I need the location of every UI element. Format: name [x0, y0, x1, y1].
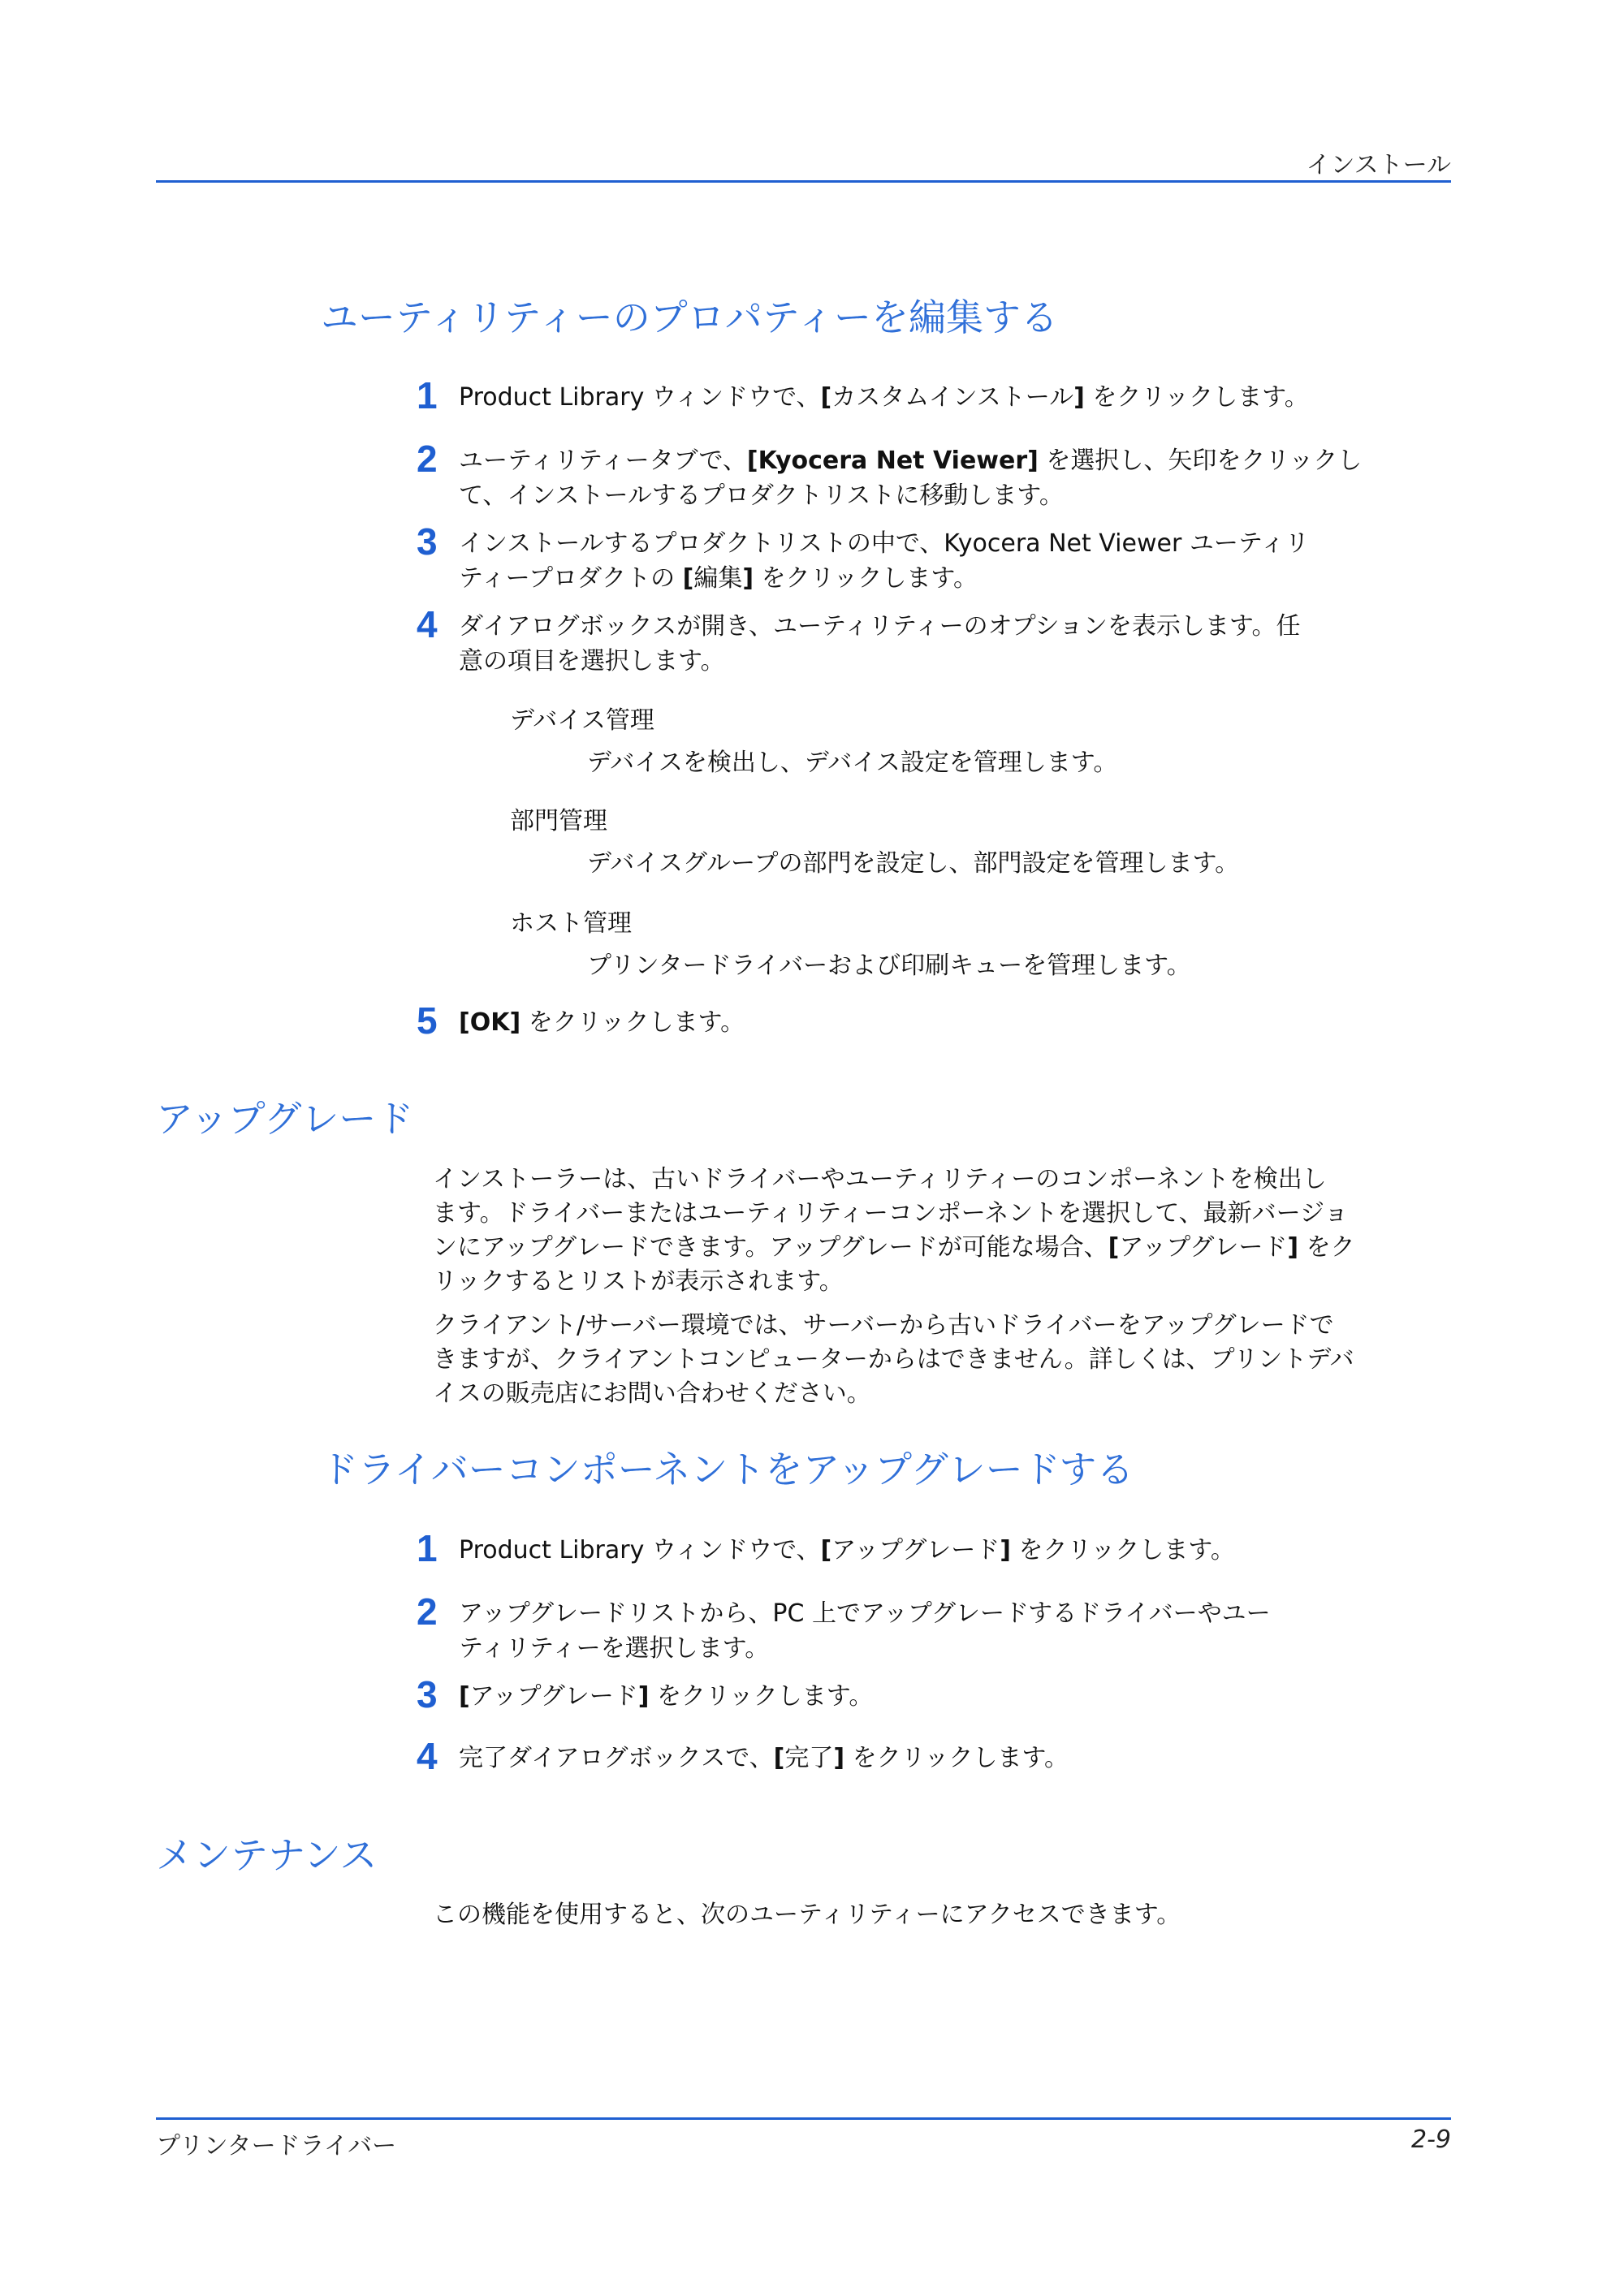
option-desc-host: プリンタードライバーおよび印刷キューを管理します。 — [587, 952, 1191, 980]
option-title-department: 部門管理 — [510, 807, 607, 835]
step-number: 4 — [417, 603, 438, 645]
step-number: 2 — [417, 438, 438, 480]
maintenance-text: この機能を使用すると、次のユーティリティーにアクセスできます。 — [433, 1901, 1181, 1929]
step-number: 3 — [417, 520, 438, 563]
option-title-device: デバイス管理 — [510, 706, 654, 735]
upgrade-paragraph-2: クライアント/サーバー環境では、サーバーから古いドライバーをアップグレードで きますが、クライアントコンピューターからはできません。詳しくは、プリントデバ イスの販売店にお問い合わせください。 — [433, 1311, 1354, 1408]
step-number: 1 — [417, 1527, 438, 1569]
option-desc-department: デバイスグループの部門を設定し、部門設定を管理します。 — [587, 849, 1240, 878]
step-number: 4 — [417, 1735, 438, 1777]
driver-step-3: 3 [アップグレード] をクリックします。 — [417, 1673, 874, 1716]
utility-section-title: ユーティリティーのプロパティーを編集する — [321, 296, 1059, 339]
footer-rule — [156, 2117, 1451, 2120]
maintenance-title: メンテナンス — [156, 1833, 378, 1877]
utility-step-4: 4 ダイアログボックスが開き、ユーティリティーのオプションを表示します。任 意の項目を選択します。 — [417, 603, 1301, 675]
utility-step-5: 5 [OK] をクリックします。 — [417, 999, 745, 1042]
step-number: 5 — [417, 999, 438, 1042]
upgrade-title: アップグレード — [156, 1097, 414, 1141]
option-desc-device: デバイスを検出し、デバイス設定を管理します。 — [587, 749, 1118, 777]
step-number: 3 — [417, 1673, 438, 1716]
utility-step-1: 1 Product Library ウィンドウで、[カスタムインストール] をクリックします。 — [417, 374, 1309, 416]
footer-chapter: プリンタードライバー — [156, 2132, 397, 2160]
utility-step-2: 2 ユーティリティータブで、[Kyocera Net Viewer] を選択し、矢印をクリックし て、インストールするプロダクトリストに移動します。 — [417, 438, 1363, 510]
page-number: 2-9 — [1411, 2126, 1451, 2154]
driver-step-1: 1 Product Library ウィンドウで、[アップグレード] をクリックします。 — [417, 1527, 1235, 1569]
option-title-host: ホスト管理 — [510, 909, 632, 938]
upgrade-paragraph-1: インストーラーは、古いドライバーやユーティリティーのコンポーネントを検出し ます。ドライバーまたはユーティリティーコンポーネントを選択して、最新バージョ ンにアップグレードできます。アップグレードが可能な場合、[アップグレード] をク リックするとリストが表示されます。 — [433, 1165, 1355, 1296]
running-header: インストール — [1306, 151, 1451, 179]
driver-step-2: 2 アップグレードリストから、PC 上でアップグレードするドライバーやユー ティリティーを選択します。 — [417, 1590, 1271, 1663]
driver-step-4: 4 完了ダイアログボックスで、[完了] をクリックします。 — [417, 1735, 1069, 1777]
driver-upgrade-title: ドライバーコンポーネントをアップグレードする — [321, 1448, 1134, 1491]
step-number: 2 — [417, 1590, 438, 1633]
header-rule — [156, 180, 1451, 183]
step-number: 1 — [417, 374, 438, 416]
utility-step-3: 3 インストールするプロダクトリストの中で、Kyocera Net Viewer ユーティリ ティープロダクトの [編集] をクリックします。 — [417, 520, 1310, 593]
